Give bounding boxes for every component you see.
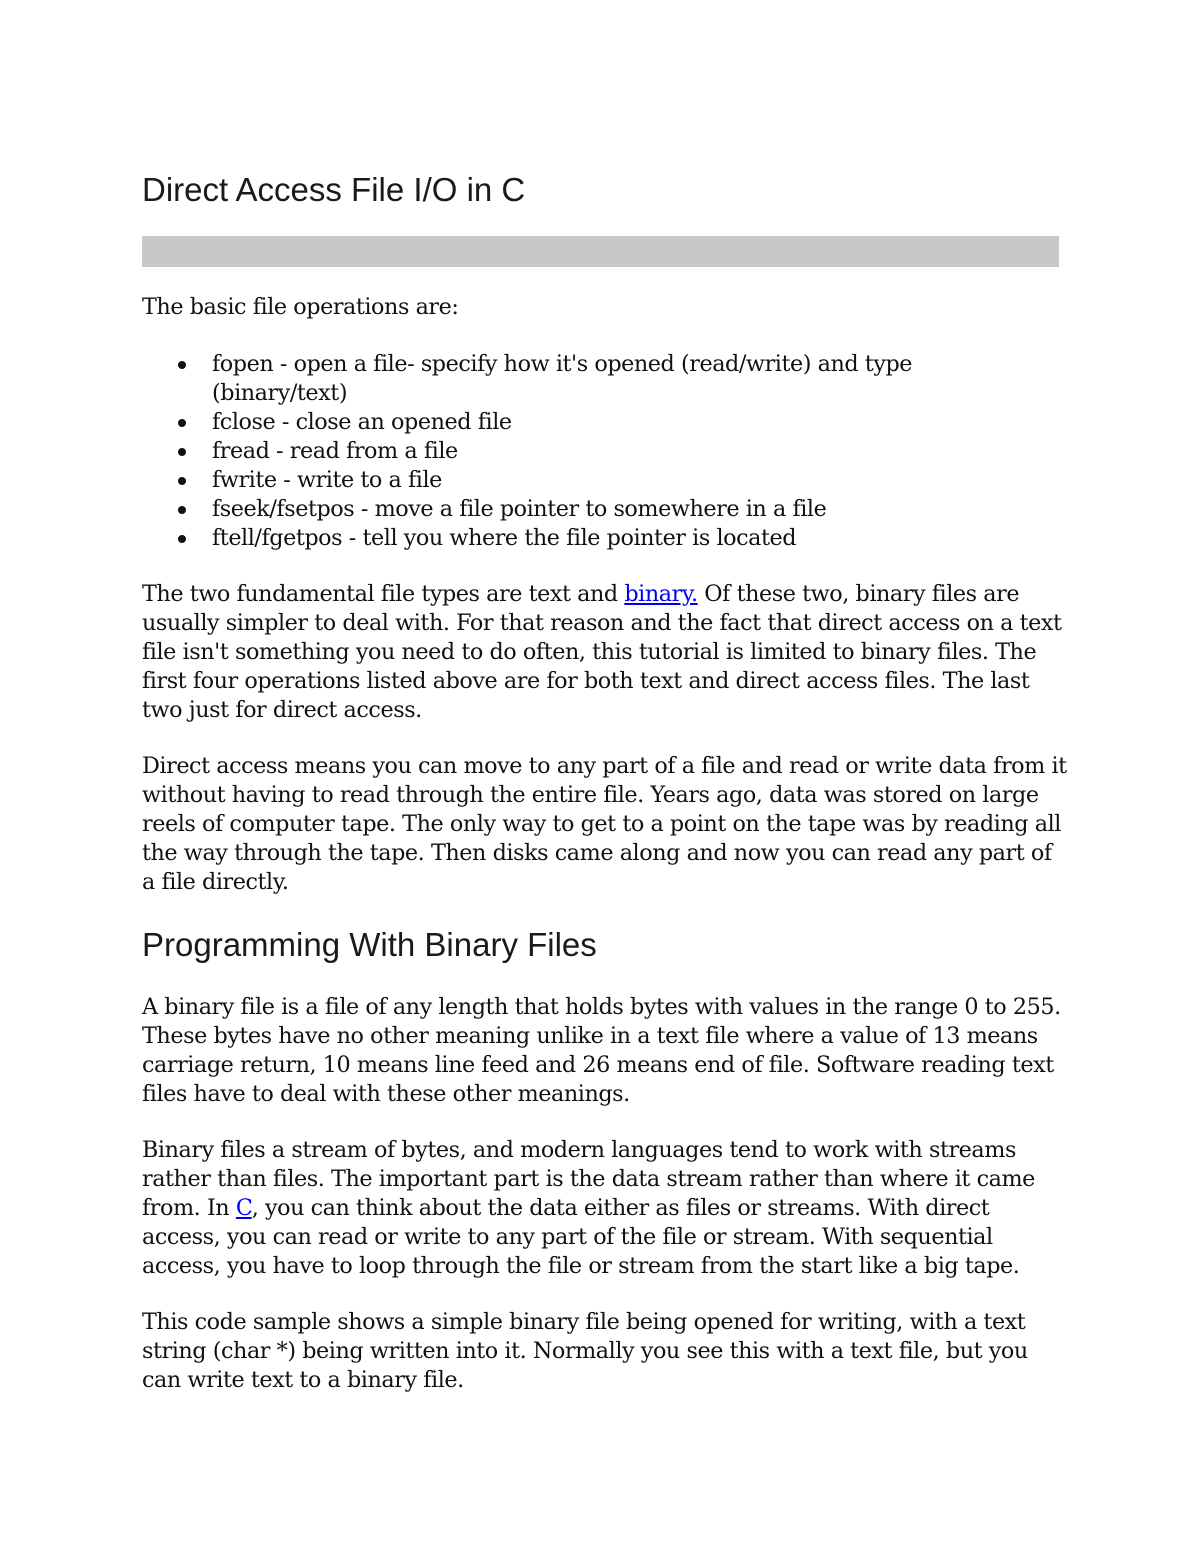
c-link[interactable]: C xyxy=(235,1195,252,1221)
list-item xyxy=(142,466,952,495)
paragraph-text: , you can think about the data either as files or streams. With direct access, you can read or write to any part of the file or stream. With sequential access, you have to loop through the file or stream from the start like a big tape. xyxy=(142,1195,1020,1279)
bullet-icon xyxy=(178,506,186,514)
list-item-text: fread - read from a file xyxy=(212,438,458,464)
paragraph-text: Of these two, binary files are usually simpler to deal with. For that reason and the fact that direct access on a text file isn't something you need to do often, this tutorial is limited to binary files. The first four operations listed above are for both text and direct access files. The last two just for direct access. xyxy=(142,581,1062,723)
bullet-icon xyxy=(178,477,186,485)
binary-file-paragraph: A binary file is a file of any length that holds bytes with values in the range 0 to 255. These bytes have no other meaning unlike in a text file where a value of 13 means carriage return, 10 means line feed and 26 means end of file. Software reading text files have to deal with these other meanings. xyxy=(142,994,1061,1107)
list-item xyxy=(142,408,952,437)
list-item xyxy=(142,350,952,408)
list-item-text: ftell/fgetpos - tell you where the file pointer is located xyxy=(212,525,797,551)
streams-paragraph xyxy=(142,1136,1067,1281)
direct-access-paragraph: Direct access means you can move to any part of a file and read or write data from it without having to read through the entire file. Years ago, data was stored on large reels of computer tape. The only way to get to a point on the tape was by reading all the way through the tape. Then disks came along and now you can read any part of a file directly. xyxy=(142,753,1067,895)
list-item xyxy=(142,495,952,524)
page-title: Direct Access File I/O in C xyxy=(142,171,526,208)
list-item-text: fopen - open a file- specify how it's opened (read/write) and type (binary/text) xyxy=(212,351,913,406)
list-item xyxy=(142,524,952,553)
bullet-icon xyxy=(178,535,186,543)
bullet-icon xyxy=(178,419,186,427)
list-item-text: fclose - close an opened file xyxy=(212,409,512,435)
paragraph-text: Binary files a stream of bytes, and modern languages tend to work with streams rather than files. The important part is the data stream rather than where it came from. In xyxy=(142,1137,1035,1221)
list-item-text: fseek/fsetpos - move a file pointer to somewhere in a file xyxy=(212,496,827,522)
bullet-icon xyxy=(178,448,186,456)
bullet-icon xyxy=(178,361,186,369)
title-divider xyxy=(142,236,1059,267)
list-item-text: fwrite - write to a file xyxy=(212,467,442,493)
list-item xyxy=(142,437,952,466)
intro-text: The basic file operations are: xyxy=(142,294,459,320)
file-types-paragraph xyxy=(142,580,1067,725)
binary-link[interactable]: binary. xyxy=(624,581,698,607)
paragraph-text: The two fundamental file types are text and xyxy=(142,581,625,607)
code-sample-paragraph: This code sample shows a simple binary file being opened for writing, with a text string (char *) being written into it. Normally you see this with a text file, but you can write text to a binary file. xyxy=(142,1309,1028,1393)
section-heading: Programming With Binary Files xyxy=(142,926,597,963)
operations-list xyxy=(142,350,1060,553)
